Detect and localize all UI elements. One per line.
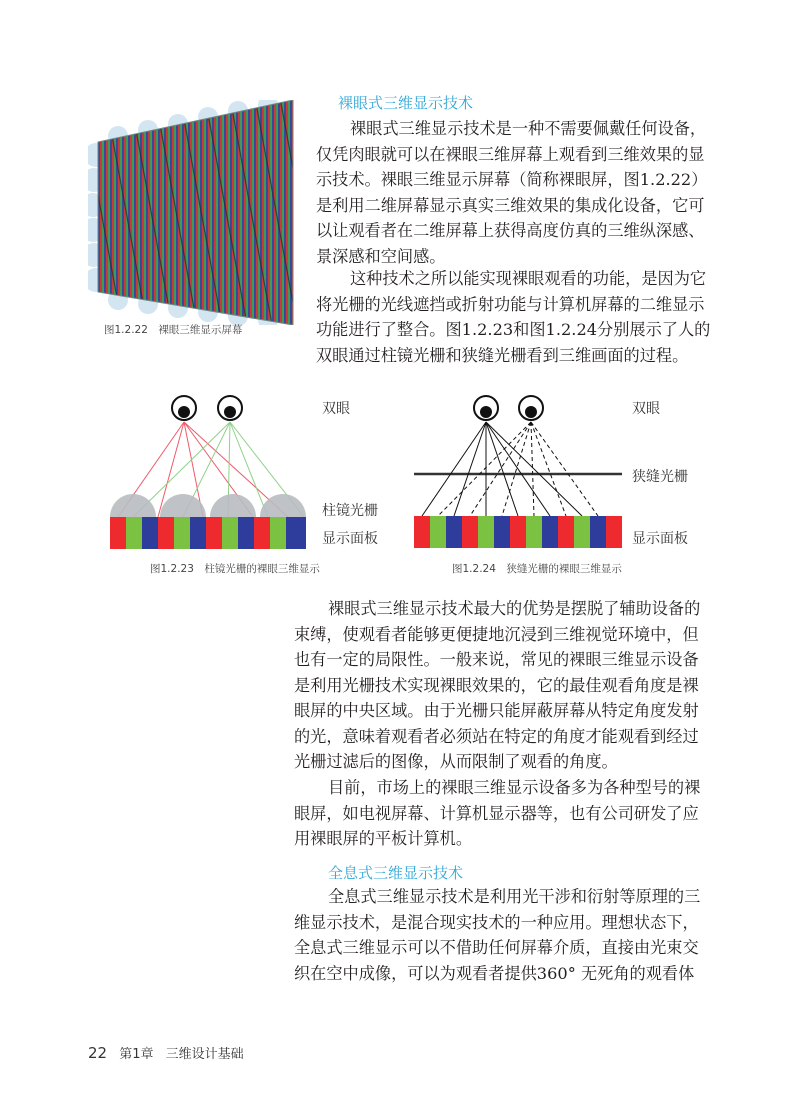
label-display-panel: 显示面板 <box>632 531 688 547</box>
figure-1-2-24 <box>414 390 624 550</box>
figure-1-2-23 <box>108 390 313 550</box>
page-number: 22 <box>88 1044 108 1062</box>
chapter-number: 第1章 <box>119 1047 154 1062</box>
text-line: 眼屏的中央区域。由于光栅只能屏蔽屏幕从特定角度发射 <box>294 701 699 720</box>
text-line: 仅凭肉眼就可以在裸眼三维屏幕上观看到三维效果的显 <box>316 144 705 164</box>
text-line: 光栅过滤后的图像，从而限制了观看的角度。 <box>294 752 618 771</box>
text-line: 景深感和空间感。 <box>316 246 446 266</box>
figure-caption: 图1.2.23 柱镜光栅的裸眼三维显示 <box>150 563 320 575</box>
eye-icon <box>218 396 242 420</box>
text-line: 织在空中成像，可以为观看者提供360° 无死角的观看体 <box>294 963 695 983</box>
label-eyes: 双眼 <box>322 401 350 417</box>
section-heading: 全息式三维显示技术 <box>328 864 464 882</box>
label-parallax-barrier: 狭缝光栅 <box>632 469 688 485</box>
paragraph <box>316 266 711 368</box>
label-eyes: 双眼 <box>632 401 660 417</box>
chapter-title: 三维设计基础 <box>165 1047 244 1062</box>
parallax-barrier-diagram <box>414 390 624 550</box>
text-line: 眼屏，如电视屏幕、计算机显示器等，也有公司研发了应 <box>294 803 699 823</box>
text-line: 维显示技术，是混合现实技术的一种应用。理想状态下， <box>294 912 699 932</box>
text-line: 裸眼式三维显示技术是一种不需要佩戴任何设备， <box>350 119 707 138</box>
paragraph <box>294 596 704 775</box>
text-line: 以让观看者在二维屏幕上获得高度仿真的三维纵深感、 <box>316 221 705 240</box>
label-display-panel: 显示面板 <box>322 531 378 547</box>
eye-icon <box>474 396 498 420</box>
text-line: 是利用二维屏幕显示真实三维效果的集成化设备，它可 <box>316 195 705 215</box>
text-line: 功能进行了整合。图1.2.23和图1.2.24分别展示了人的 <box>316 320 711 339</box>
text-line: 示技术。裸眼三维显示屏幕（简称裸眼屏，图1.2.22） <box>316 170 708 189</box>
paragraph <box>294 884 704 986</box>
autostereoscopic-screen-image <box>88 100 298 325</box>
text-line: 双眼通过柱镜光栅和狭缝光栅看到三维画面的过程。 <box>316 345 689 365</box>
figure-caption: 图1.2.22 裸眼三维显示屏幕 <box>104 324 243 336</box>
eye-icon <box>519 396 543 420</box>
text-line: 用裸眼屏的平板计算机。 <box>294 829 473 848</box>
paragraph <box>316 116 708 269</box>
text-line: 也有一定的局限性。一般来说，常见的裸眼三维显示设备 <box>294 650 699 669</box>
text-line: 目前，市场上的裸眼三维显示设备多为各种型号的裸 <box>328 778 701 797</box>
text-line: 束缚，使观看者能够更便捷地沉浸到三维视觉环境中，但 <box>294 624 699 644</box>
lenticular-diagram <box>108 390 313 550</box>
text-line: 的光，意味着观看者必须站在特定的角度才能观看到经过 <box>294 726 699 746</box>
figure-1-2-22 <box>88 100 298 325</box>
page-footer <box>88 1043 244 1062</box>
paragraph <box>294 775 704 852</box>
section-heading: 裸眼式三维显示技术 <box>338 94 474 112</box>
text-line: 全息式三维显示技术是利用光干涉和衍射等原理的三 <box>328 887 701 906</box>
text-line: 是利用光栅技术实现裸眼效果的，它的最佳观看角度是裸 <box>294 675 699 695</box>
figure-caption: 图1.2.24 狭缝光栅的裸眼三维显示 <box>452 563 622 575</box>
text-line: 全息式三维显示可以不借助任何屏幕介质，直接由光束交 <box>294 938 699 957</box>
text-line: 裸眼式三维显示技术最大的优势是摆脱了辅助设备的 <box>328 599 701 618</box>
text-line: 这种技术之所以能实现裸眼观看的功能，是因为它 <box>350 269 707 288</box>
label-lenticular: 柱镜光栅 <box>322 503 378 519</box>
text-line: 将光栅的光线遮挡或折射功能与计算机屏幕的二维显示 <box>316 294 705 314</box>
eye-icon <box>172 396 196 420</box>
